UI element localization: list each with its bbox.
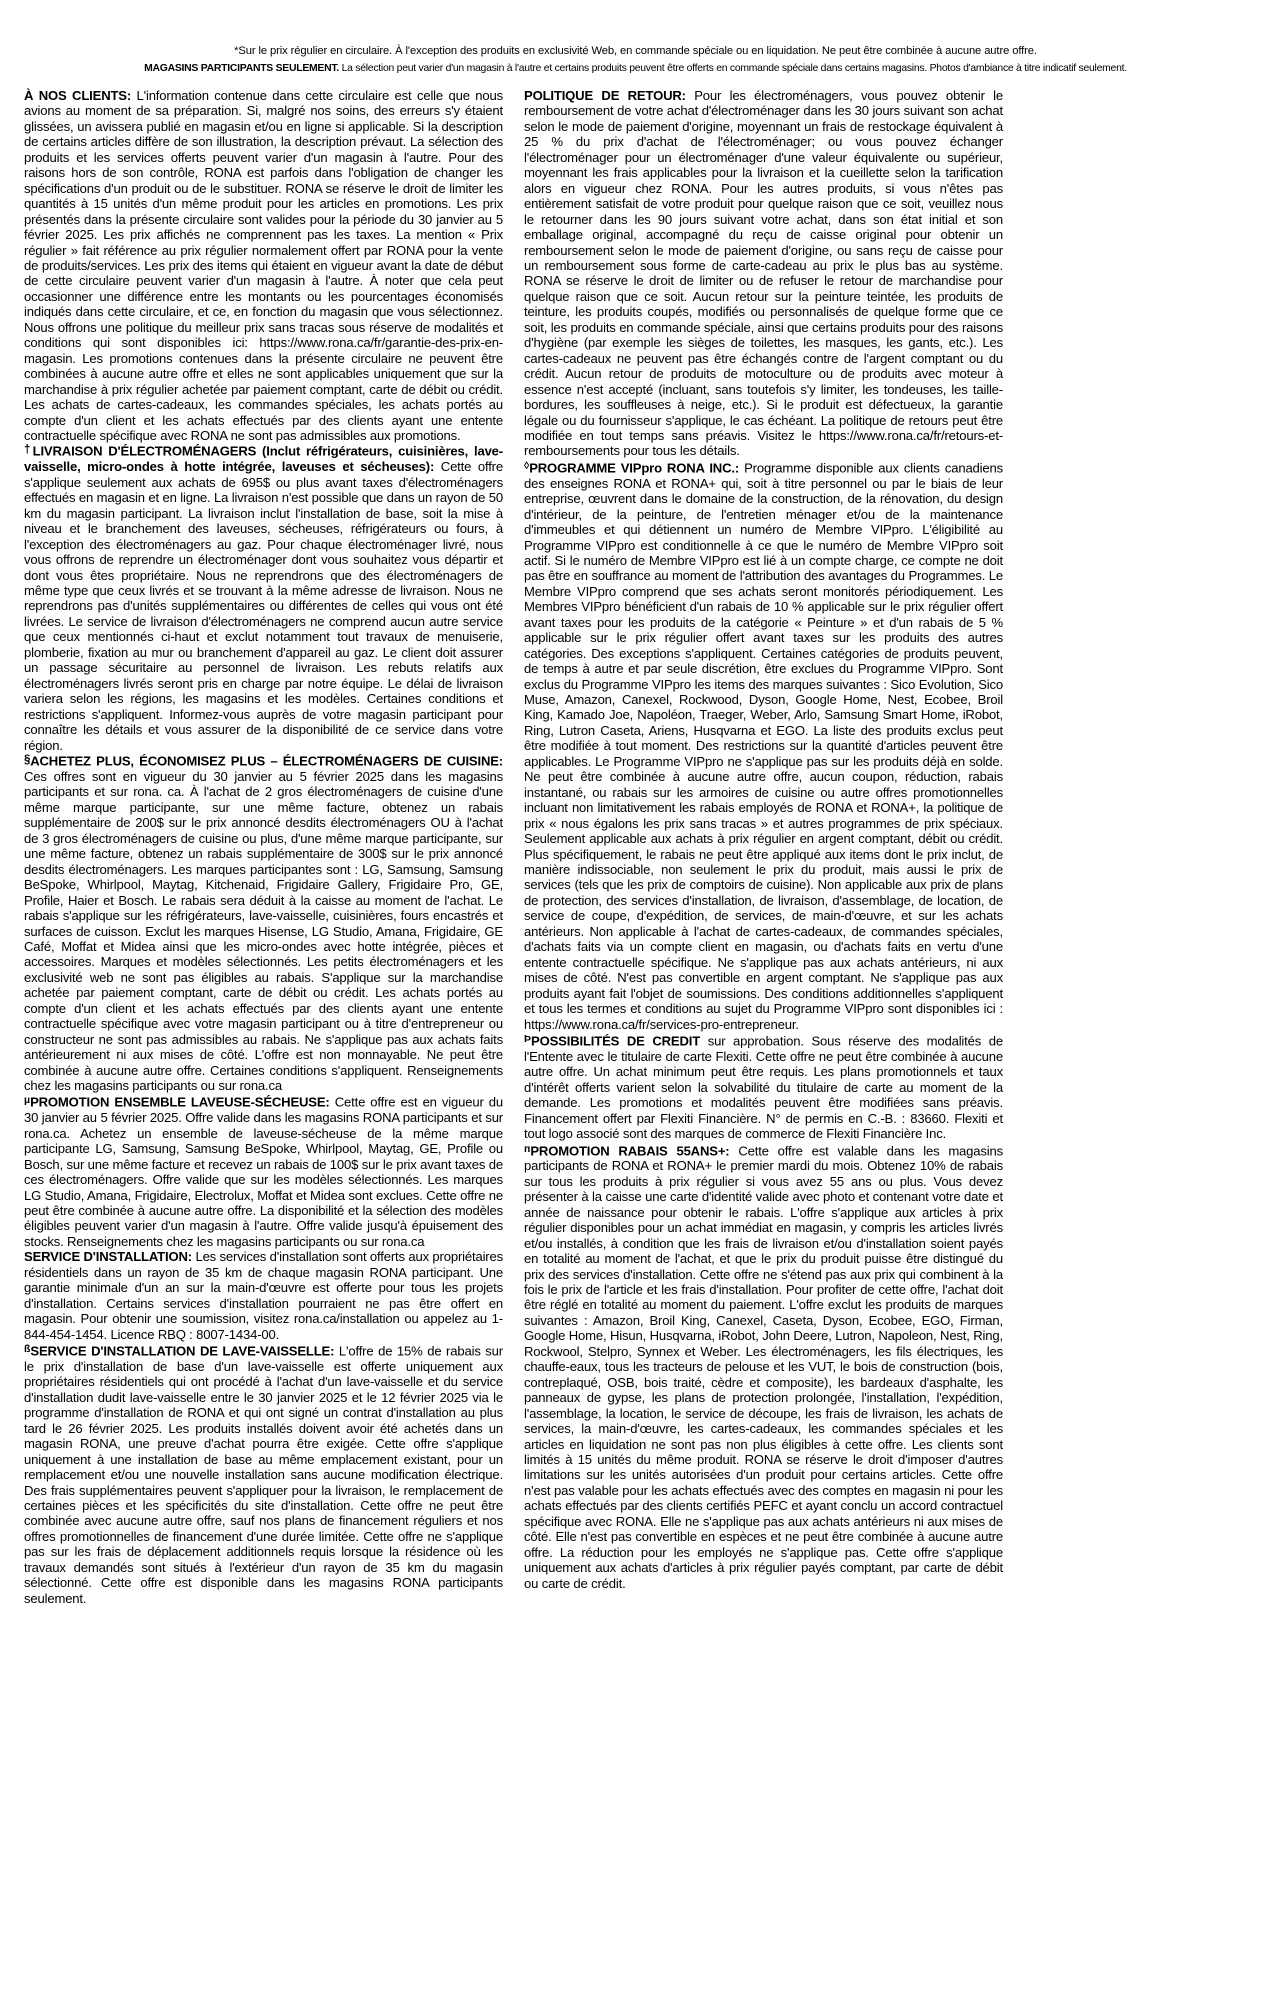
section-body: sur approbation. Sous réserve des modalités de l'Entente avec le titulaire de carte Flexiti. Cette offre ne peut être combinée à aucune autre offre. Un achat minimum peut être requis. Les plans promotionnels et taux d'intérêt offerts varient selon la solvabilité du titulaire de carte au moment de la demande. Les promotions et modalités peuvent être modifiées sans préavis. Financement offert par Flexiti Financière. N° de permis en C.-B. : 83660. Flexiti et tout logo associé sont des marques de commerce de Flexiti Financière Inc.: [524, 1033, 1003, 1142]
section-heading: PROMOTION RABAIS 55ANS+:: [530, 1142, 730, 1158]
section-heading: ACHETEZ PLUS, ÉCONOMISEZ PLUS – ÉLECTROMÉNAGERS DE CUISINE:: [30, 753, 503, 769]
section-marker: µ: [24, 1094, 31, 1107]
legal-section: [24, 443, 503, 753]
legal-section: [24, 88, 503, 443]
section-heading: POLITIQUE DE RETOUR:: [524, 88, 686, 103]
legal-text-columns: [24, 88, 1248, 1606]
legal-section: [24, 1342, 503, 1606]
left-column: [24, 88, 503, 1606]
section-marker: †: [24, 444, 33, 457]
section-body: Les services d'installation sont offerts aux propriétaires résidentiels dans un rayon de 35 km de chaque magasin RONA participant. Une garantie minimale d'un an sur la main-d'œuvre est offerte pour tous les projets d'installation. Certains services d'installation pourraient ne pas être offert en magasin. Pour obtenir une soumission, visitez rona.ca/installation ou appelez au 1-844-454-1454. Licence RBQ : 8007-1434-00.: [24, 1249, 503, 1342]
section-body: L'information contenue dans cette circulaire est celle que nous avions au moment de sa préparation. Si, malgré nos soins, des erreurs s'y étaient glissées, un avissera publié en magasin et/ou en ligne si applicable. Si la description de certains articles diffère de son illustration, la description prévaut. La sélection des produits et les services offerts peuvent varier d'un magasin à l'autre. Pour des raisons hors de son contrôle, RONA est parfois dans l'obligation de changer les spécifications d'un produit ou de le substituer. RONA se réserve le droit de limiter les quantités à 15 unités d'un même produit pour les articles en promotions. Les prix présentés dans la présente circulaire sont valides pour la période du 30 janvier au 5 février 2025. Les prix affichés ne comprennent pas les taxes. La mention « Prix régulier » fait référence au prix régulier normalement offert par RONA pour la vente de produits/services. Les prix des items qui étaient en vigueur avant la date de début de cette circulaire peuvent varier d'un magasin à l'autre. À noter que cela peut occasionner une différence entre les montants ou les pourcentages économisés indiqués dans cette circulaire, et ce, en fonction du magasin que vous sélectionnez. Nous offrons une politique du meilleur prix sans tracas sous réserve de modalités et conditions qui sont disponibles ici: https://www.rona.ca/fr/garantie-des-prix-en-magasin. Les promotions contenues dans la présente circulaire ne peuvent être combinées à aucune autre offre et elles ne sont applicables uniquement que sur la marchandise à prix régulier achetée par paiement comptant, carte de débit ou crédit. Les achats de cartes-cadeaux, les commandes spéciales, les achats portés au compte d'un client et les achats effectués par des clients ayant une entente contractuelle spécifique avec RONA ne sont pas admissibles aux promotions.: [24, 88, 503, 443]
section-marker: §: [24, 754, 31, 766]
section-marker: ß: [24, 1343, 31, 1356]
section-body: Ces offres sont en vigueur du 30 janvier au 5 février 2025 dans les magasins participants et sur rona. ca. À l'achat de 2 gros électroménagers de cuisine d'une même marque participante, sur une même facture, obtenez un rabais supplémentaire de 200$ sur le prix annoncé desdits électroménagers OU à l'achat de 3 gros électroménagers de cuisine ou plus, d'une même marque participante, sur une même facture, obtenez un rabais supplémentaire de 300$ sur le prix annoncé desdits électroménagers. Les marques participantes sont : LG, Samsung, Samsung BeSpoke, Whirlpool, Maytag, Kitchenaid, Frigidaire Gallery, Frigidaire Pro, GE, Profile, Haier et Bosch. Le rabais sera déduit à la caisse au moment de l'achat. Le rabais s'applique sur les réfrigérateurs, lave-vaisselle, cuisinières, fours encastrés et surfaces de cuisson. Exclut les marques Hisense, LG Studio, Amana, Frigidaire, GE Café, Moffat et Midea ainsi que les micro-ondes avec hotte intégrée, pièces et accessoires. Marques et modèles sélectionnés. Les petits électroménagers et les exclusivité web ne sont pas éligibles au rabais. S'applique sur la marchandise achetée par paiement comptant, carte de débit ou crédit. Les achats portés au compte d'un client et les achats effectués par des clients ayant une entente contractuelle spécifique avec votre magasin participant ou à titre d'entrepreneur ou constructeur ne sont pas admissibles au rabais. Ne s'applique pas aux achats faits antérieurement ni aux mises de côté. L'offre est non monnayable. Ne peut être combinée à aucune autre offre. Certaines conditions s'appliquent. Renseignements chez les magasins participants ou sur rona.ca: [24, 768, 503, 1094]
section-heading: PROGRAMME VIPpro RONA INC.:: [529, 460, 740, 476]
section-body: Cette offre est valable dans les magasins participants de RONA et RONA+ le premier mardi du mois. Obtenez 10% de rabais sur tous les produits à prix régulier si vous avez 55 ans ou plus. Vous devez présenter à la caisse une carte d'identité valide avec photo et contenant votre date et année de naissance pour obtenir le rabais. L'offre s'applique aux articles à prix régulier disponibles pour un achat immédiat en magasin, y compris les articles livrés et/ou installés, à condition que les frais de livraison et/ou d'installation soient payés en totalité au moment de l'achat, et que le prix du produit puisse être distingué du prix des services d'installation. Cette offre ne s'étend pas aux prix qui combinent à la fois le prix de l'article et les frais d'installation. Pour profiter de cette offre, l'achat doit être réglé en totalité au moment du paiement. L'offre exclut les produits de marques suivantes : Amazon, Broil King, Canexel, Caseta, Dyson, Ecobee, EGO, Firman, Google Home, Hisun, Husqvarna, iRobot, John Deere, Lutron, Napoleon, Nest, Ring, Rockwool, Stelpro, Synnex et Weber. Les électroménagers, les fils électriques, les chauffe-eaux, tous les tracteurs de pelouse et les VUT, le bois de construction (bois, contreplaqué, OSB, bois traité, cèdre et composite), les bardeaux d'asphalte, les panneaux de gypse, les plans de protection prolongée, l'installation, l'expédition, l'assemblage, la location, le service de découpe, les frais de livraison, les achats de services, la main-d'œuvre, les cartes-cadeaux, les commandes spéciales et les articles en liquidation ne sont pas non plus éligibles à cette offre. Les clients sont limités à 15 unités du même produit. RONA se réserve le droit d'imposer d'autres limitations sur les unités autorisées d'un produit pour certains articles. Cette offre n'est pas valable pour les achats effectués avec des comptes en magasin ni pour les achats effectués par des clients certifiés PEFC et ayant conclu un accord contractuel spécifique avec RONA. Elle ne s'applique pas aux achats antérieurs ni aux mises de côté. Elle n'est pas convertible en espèces et ne peut être combinée à aucune autre offre. La réduction pour les employés ne s'applique pas. Cette offre s'applique uniquement aux achats d'articles à prix régulier payés comptant, par carte de débit ou carte de crédit.: [524, 1142, 1003, 1591]
right-column: [524, 88, 1003, 1606]
section-heading: À NOS CLIENTS:: [24, 88, 132, 103]
legal-section: [24, 1093, 503, 1249]
top-disclaimer-band: [0, 44, 1271, 76]
section-heading: SERVICE D'INSTALLATION:: [24, 1249, 192, 1265]
legal-section: [24, 1249, 503, 1342]
legal-section: [524, 1142, 1003, 1592]
section-body: Cette offre est en vigueur du 30 janvier au 5 février 2025. Offre valide dans les magasins RONA participants et sur rona.ca. Achetez un ensemble de laveuse-sécheuse de la même marque participante LG, Samsung, Samsung BeSpoke, Whirlpool, Maytag, GE, Profile ou Bosch, sur une même facture et recevez un rabais de 100$ sur le prix avant taxes de ces électroménagers. Offre valide que sur les modèles sélectionnés. Les marques LG Studio, Amana, Frigidaire, Electrolux, Moffat et Midea sont exclues. Cette offre ne peut être combinée à aucune autre offre. La disponibilité et la sélection des modèles éligibles peuvent varier d'un magasin à l'autre. Offre valide jusqu'à épuisement des stocks. Renseignements chez les magasins participants ou sur rona.ca: [24, 1094, 503, 1249]
section-heading: LIVRAISON D'ÉLECTROMÉNAGERS (Inclut réfrigérateurs, cuisinières, lave-vaisselle, micro-ondes à hotte intégrée, laveuses et sécheuses):: [24, 443, 503, 475]
participating-stores-rest: La sélection peut varier d'un magasin à l'autre et certains produits peuvent être offerts en commande spéciale dans certains magasins. Photos d'ambiance à titre indicatif seulement.: [338, 63, 1127, 74]
section-marker: Þ: [524, 1033, 532, 1045]
section-marker: ᴨ: [524, 1142, 531, 1155]
legal-section: [524, 1032, 1003, 1142]
section-marker: ◊: [524, 459, 530, 472]
section-body: Programme disponible aux clients canadiens des enseignes RONA et RONA+ qui, soit à titre personnel ou par le biais de leur entreprise, œuvrent dans le domaine de la construction, de la rénovation, du design d'intérieur, de la peinture, de l'entretien ménager et/ou de la maintenance d'immeubles et qui détiennent un numéro de Membre VIPpro. L'éligibilité au Programme VIPpro est conditionnelle à ce que le numéro de Membre VIPpro soit actif. Si le numéro de Membre VIPpro est lié à un compte charge, ce compte ne doit pas être en souffrance au moment de l'attribution des avantages du Programmes. Le Membre VIPpro comprend que ses achats seront monitorés périodiquement. Les Membres VIPpro bénéficient d'un rabais de 10 % applicable sur le prix régulier offert avant taxes pour les produits de la catégorie « Peinture » et d'un rabais de 5 % applicable sur le prix régulier offert avant taxes sur les produits des autres catégories. Des exceptions s'appliquent. Certaines catégories de produits peuvent, de temps à autre et par seule discrétion, être exclues du Programme VIPpro. Sont exclus du Programme VIPpro les items des marques suivantes : Sico Evolution, Sico Muse, Amazon, Canexel, Rockwood, Dyson, Google Home, Nest, Ecobee, Broil King, Kamado Joe, Napoléon, Traeger, Weber, Arlo, Samsung Smart Home, iRobot, Ring, Lutron Caseta, Ariens, Husqvarna et EGO. La liste des produits exclus peut être modifiée à tout moment. Des restrictions sur la quantité d'articles peuvent être applicables. Le Programme VIPpro ne s'applique pas sur les produits déjà en solde. Ne peut être combinée à aucune autre offre, aucun coupon, réduction, rabais instantané, ou rabais sur les armoires de cuisine ou autre offres promotionnelles incluant non limitativement les rabais employés de RONA et RONA+, la politique de prix « nous égalons les prix sans tracas » et autres programmes de prix spéciaux. Seulement applicable aux achats à prix régulier en argent comptant, débit ou crédit. Plus spécifiquement, le rabais ne peut être appliqué aux items dont le prix inclut, de manière indissociable, non seulement le prix du produit, mais aussi le prix de services (tels que les prix de comptoirs de cuisine). Non applicable aux prix de plans de protection, des services d'installation, de livraison, d'assemblage, de location, de service de coupe, d'expédition, de services, de main-d'œuvre, et sur les achats antérieurs. Non applicable à l'achat de cartes-cadeaux, de commandes spéciales, d'achats faits via un compte client en magasin, ou d'achats faits en vertu d'une entente contractuelle spécifique. Ne s'applique pas aux achats antérieurs, ni aux mises de côté. N'est pas convertible en argent comptant. Ne s'applique pas aux produits ayant fait l'objet de soumissions. Des conditions additionnelles s'appliquent et tous les termes et conditions au sujet du Programme VIPpro sont disponibles ici : https://www.rona.ca/fr/services-pro-entrepreneur.: [524, 460, 1004, 1032]
participating-stores-line: [0, 61, 1271, 76]
section-body: L'offre de 15% de rabais sur le prix d'installation de base d'un lave-vaisselle est offerte uniquement aux propriétaires résidentiels qui ont procédé à l'achat d'un lave-vaisselle et du service d'installation dudit lave-vaisselle entre le 30 janvier 2025 et le 12 février 2025 via le programme d'installation de RONA et qui ont signé un contrat d'installation au plus tard le 26 février 2025. Les produits installés doivent avoir été achetés dans un magasin RONA, une preuve d'achat pourra être exigée. Cette offre s'applique uniquement à une installation de base au même emplacement existant, pour un remplacement et/ou une nouvelle installation sans aucune modification électrique. Des frais supplémentaires peuvent s'appliquer pour la livraison, le remplacement de certaines pièces et les spécificités du site d'installation. Cette offre ne peut être combinée avec aucune autre offre, sauf nos plans de financement réguliers et nos offres promotionnelles de financement d'une durée limitée. Cette offre ne s'applique pas sur les frais de déplacement additionnels requis lorsque la résidence où les travaux demandés sont situés à l'extérieur d'un rayon de 35 km du magasin sélectionné. Cette offre est disponible dans les magasins RONA participants seulement.: [24, 1343, 503, 1606]
section-heading: SERVICE D'INSTALLATION DE LAVE-VAISSELLE:: [30, 1343, 335, 1359]
section-heading: PROMOTION ENSEMBLE LAVEUSE-SÉCHEUSE:: [30, 1094, 330, 1110]
legal-section: [24, 753, 503, 1093]
legal-section: [524, 88, 1003, 459]
section-body: Cette offre s'applique seulement aux achats de 695$ ou plus avant taxes d'électroménagers effectués en magasin et en ligne. La livraison n'est possible que dans un rayon de 50 km du magasin participant. La livraison inclut l'installation de base, soit la mise à niveau et le branchement des laveuses, sécheuses, réfrigérateurs ou fours, à l'exception des électroménagers au gaz. Pour chaque électroménager livré, nous vous offrons de reprendre un électroménager dont vous souhaitez vous départir et dont vous êtes propriétaire. Nous ne reprendrons que des électroménagers de même type que ceux livrés et se trouvant à la même adresse de livraison. Nous ne reprendrons pas d'unités supplémentaires ou différentes de celles qui vous ont été livrées. Le service de livraison d'électroménagers ne comprend aucun autre service que ceux mentionnés ci-haut et exclut notamment tout travaux de menuiserie, plomberie, fixation au mur ou branchement d'appareil au gaz. Le client doit assurer un passage sécuritaire au personnel de livraison. Les rebuts relatifs aux électroménagers livrés seront pris en charge par notre équipe. Le délai de livraison variera selon les régions, les magasins et les modèles. Certaines conditions et restrictions s'appliquent. Informez-vous auprès de votre magasin participant pour connaître les détails et vous assurer de la disponibilité de ce service dans votre région.: [24, 459, 503, 753]
legal-section: [524, 459, 1003, 1032]
section-body: Pour les électroménagers, vous pouvez obtenir le remboursement de votre achat d'électroménager dans les 30 jours suivant son achat selon le mode de paiement d'origine, moyennant un frais de restockage équivalent à 25 % du prix d'achat de l'électroménager; ou vous pouvez échanger l'électroménager pour un électroménager d'une valeur équivalente ou supérieur, moyennant les frais applicables pour la livraison et la cueillette selon la tarification alors en vigueur chez RONA. Pour les autres produits, si vous n'êtes pas entièrement satisfait de votre produit pour quelque raison que ce soit, veuillez nous le retourner dans les 90 jours suivant votre achat, dans son état initial et son emballage original, accompagné du reçu de caisse original pour obtenir un remboursement selon le mode de paiement d'origine, ou sans reçu de caisse pour un remboursement sous forme de carte-cadeau au prix le plus bas au système. RONA se réserve le droit de limiter ou de refuser le retour de marchandise pour quelque raison que ce soit. Aucun retour sur la peinture teintée, les produits de teinture, les produits coupés, modifiés ou personnalisés de quelque forme que ce soit, les produits en commande spéciale, ainsi que certains produits pour des raisons d'hygiène (par exemple les sièges de toilettes, les masques, les gants, etc.). Les cartes-cadeaux ne peuvent pas être échangés contre de l'argent comptant ou du crédit. Aucun retour de produits de motoculture ou de produits avec moteur à essence n'est accepté (incluant, sans toutefois s'y limiter, les tondeuses, les taille-bordures, les souffleuses à neige, etc.). Si le produit est défectueux, la garantie légale ou du fournisseur s'applique, le cas échéant. La politique de retours peut être modifiée en tout temps sans préavis. Visitez le https://www.rona.ca/fr/retours-et-remboursements pour tous les détails.: [524, 88, 1003, 459]
participating-stores-bold: MAGASINS PARTICIPANTS SEULEMENT.: [144, 63, 339, 74]
page-code-wrapper: [10, 1794, 40, 1984]
section-heading: POSSIBILITÉS DE CREDIT: [531, 1033, 701, 1049]
footnote-asterisk-line: *Sur le prix régulier en circulaire. À l'exception des produits en exclusivité Web, en commande spéciale ou en liquidation. Ne peut être combinée à aucune autre offre.: [234, 45, 1037, 57]
